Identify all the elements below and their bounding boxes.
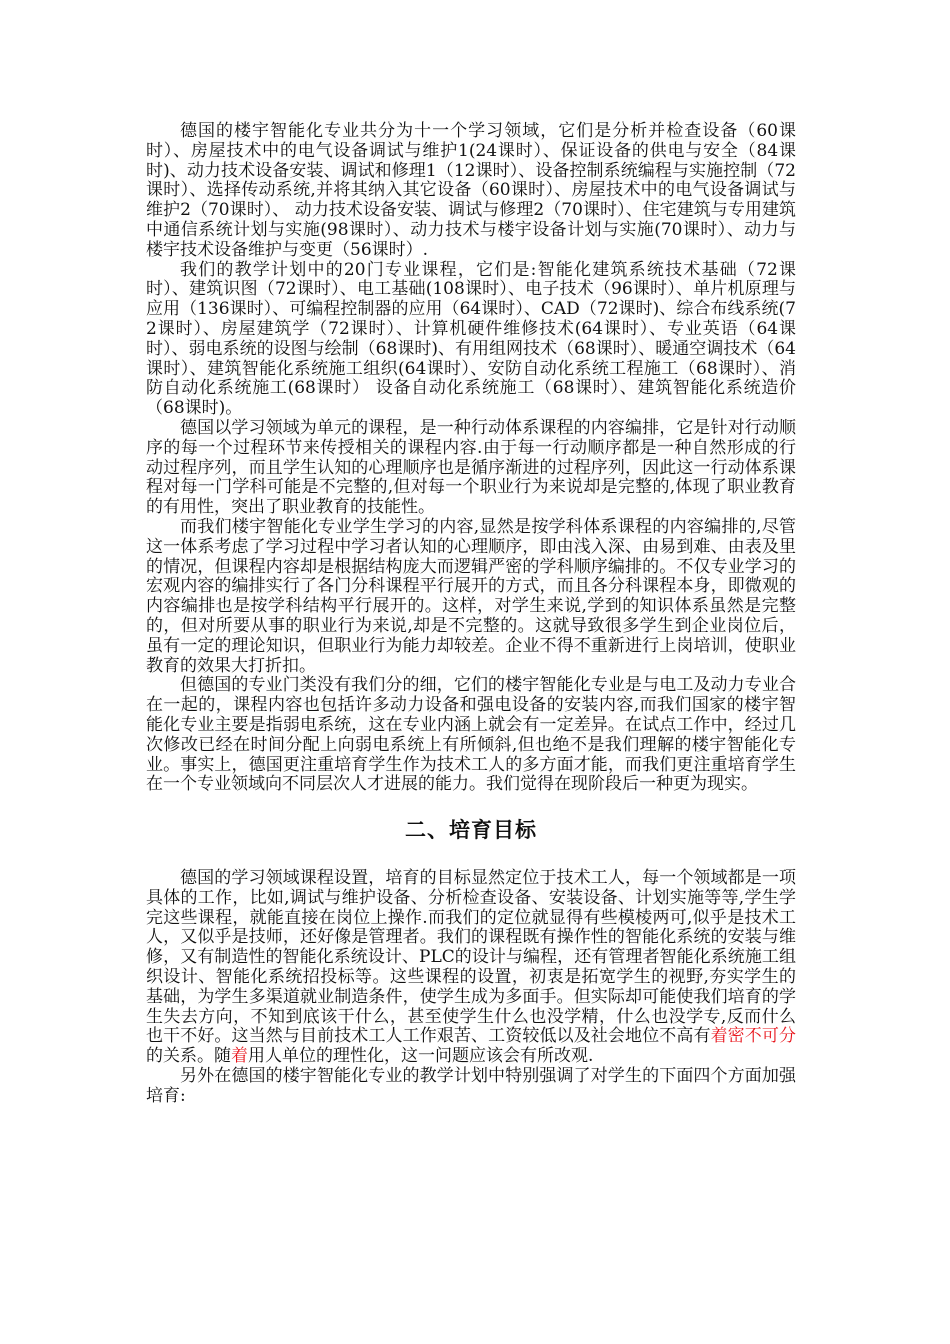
document-page (146, 122, 796, 1107)
paragraph-text: 的关系。随 (146, 1046, 231, 1067)
paragraph-subject-system: 而我们楼宇智能化专业学生学习的内容,显然是按学科体系课程的内容编排的,尽管这一体系考虑了学习过程中学习者认知的心理顺序，即由浅入深、由易到难、由表及里的情况，但课程内容却是根据结构庞大而逻辑严密的学科顺序编排的。不仅专业学习的宏观内容的编排实行了各门分科课程平行展开的方式，而且各分科课程本身，即微观的内容编排也是按学科结构平行展开的。这样，对学生来说,学到的知识体系虽然是完整的，但对所要从事的职业行为来说,却是不完整的。这就导致很多学生到企业岗位后，虽有一定的理论知识，但职业行为能力却较差。企业不得不重新进行上岗培训，使职业教育的效果大打折扣。 (146, 516, 796, 676)
paragraph-training-goals (146, 869, 796, 1067)
paragraph-course-list: 我们的教学计划中的20门专业课程，它们是:智能化建筑系统技术基础（72课时）、建筑识图（72课时）、电工基础(108课时）、电子技术（96课时）、单片机原理与应用（136课时）、可编程控制器的应用（64课时）、CAD（72课时)、综合布线系统(72课时）、房屋建筑学（72课时）、计算机硬件维修技术(64课时）、专业英语（64课时）、弱电系统的设图与绘制（68课时)、有用组网技术（68课时）、暖通空调技术（64课时）、建筑智能化系统施工组织(64课时）、安防自动化系统工程施工（68课时）、消防自动化系统施工(68课时） 设备自动化系统施工（68课时）、建筑智能化系统造价（68课时)。 (146, 259, 796, 419)
paragraph-learning-fields: 德国的楼宇智能化专业共分为十一个学习领域，它们是分析并检查设备（60课时）、房屋技术中的电气设备调试与维护1(24课时）、保证设备的供电与安全（84课时)、动力技术设备安装、调试和修理1（12课时）、设备控制系统编程与实施控制（72课时）、选择传动系统,并将其纳入其它设备（60课时）、房屋技术中的电气设备调试与维护2（70课时）、 动力技术设备安装、调试与修理2（70课时）、住宅建筑与专用建筑中通信系统计划与实施(98课时）、动力技术与楼宇设备计划与实施(70课时）、动力与楼宇技术设备维护与变更（56课时）. (146, 121, 796, 260)
paragraph-text: 用人单位的理性化，这一问题应该会有所改观. (248, 1046, 594, 1067)
paragraph-text: 德国的学习领域课程设置，培育的目标显然定位于技术工人，每一个领域都是一项具体的工作，比如,调试与维护设备、分析检查设备、安装设备、计划实施等等,学生学完这些课程，就能直接在岗位上操作.而我们的定位就显得有些模棱两可,似乎是技术工人，又似乎是技师，还好像是管理者。我们的课程既有操作性的智能化系统的安装与维修，又有制造性的智能化系统设计、PLC的设计与编程，还有管理者智能化系统施工组织设计、智能化系统招投标等。这些课程的设置，初衷是拓宽学生的视野,夯实学生的基础，为学生多渠道就业制造条件，使学生成为多面手。但实际却可能使我们培育的学生失去方向，不知到底该干什么，甚至使学生什么也没学精，什么也没学专,反而什么也干不好。这当然与目前技术工人工作艰苦、工资较低以及社会地位不高有 (146, 868, 796, 1047)
section-heading-training-goals: 二、培育目标 (405, 818, 537, 843)
paragraph-germany-comparison: 但德国的专业门类没有我们分的细，它们的楼宇智能化专业是与电工及动力专业合在一起的，课程内容也包括许多动力设备和强电设备的安装内容,而我们国家的楼宇智能化专业主要是指弱电系统，这在专业内涵上就会有一定差异。在试点工作中，经过几次修改已经在时间分配上向弱电系统上有所倾斜,但也绝不是我们理解的楼宇智能化专业。事实上，德国更注重培育学生作为技术工人的多方面才能，而我们更注重培育学生在一个专业领域向不同层次人才进展的能力。我们觉得在现阶段后一种更为现实。 (146, 675, 796, 795)
paragraph-action-system: 德国以学习领域为单元的课程，是一种行动体系课程的内容编排，它是针对行动顺序的每一个过程环节来传授相关的课程内容.由于每一行动顺序都是一种自然形成的行动过程序列，而且学生认知的心理顺序也是循序渐进的过程序列，因此这一行动体系课程对每一门学科可能是不完整的,但对每一个职业行为来说却是完整的,体现了职业教育的有用性，突出了职业教育的技能性。 (146, 417, 796, 518)
highlighted-text: 着 (231, 1046, 248, 1067)
paragraph-four-aspects: 另外在德国的楼宇智能化专业的教学计划中特别强调了对学生的下面四个方面加强培育: (146, 1066, 796, 1106)
highlighted-text: 着密不可分 (710, 1026, 797, 1047)
